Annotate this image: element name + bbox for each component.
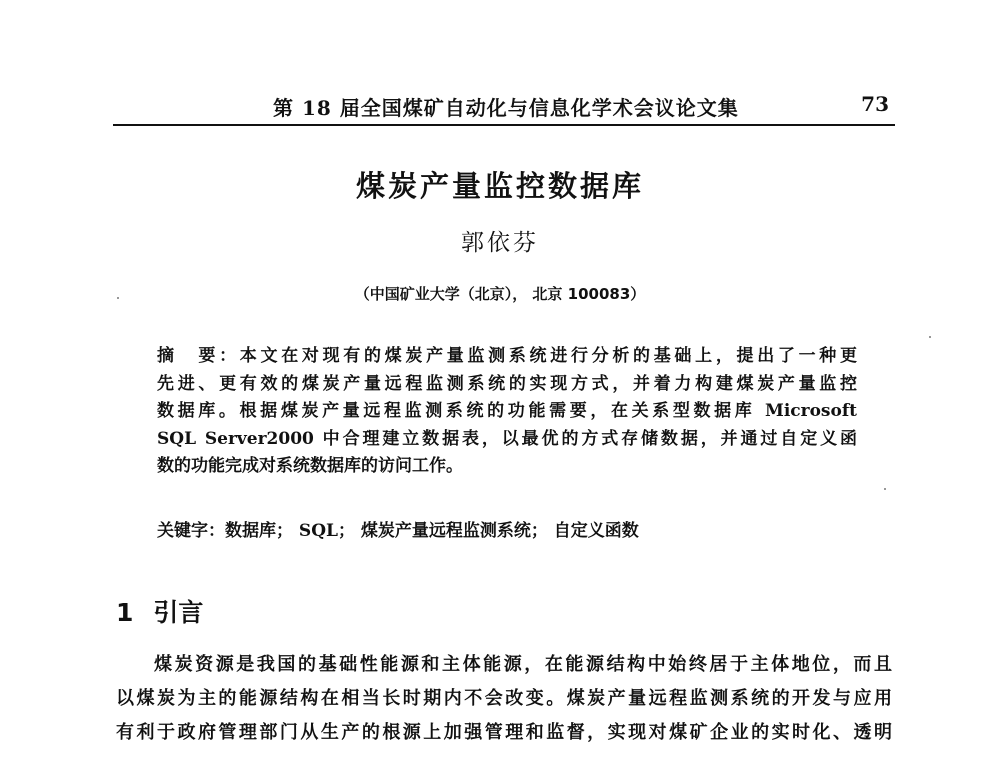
abstract-line: 数的功能完成对系统数据库的访问工作。 bbox=[157, 456, 463, 476]
section-heading bbox=[116, 593, 203, 629]
author-affiliation: （中国矿业大学（北京）， 北京 100083） bbox=[354, 285, 646, 303]
abstract-line: 先进、更有效的煤炭产量远程监测系统的实现方式，并着力构建煤炭产量监控 bbox=[157, 373, 857, 394]
abstract-line: SQL Server2000 中合理建立数据表，以最优的方式存储数据，并通过自定义函 bbox=[157, 428, 857, 449]
abstract-line bbox=[157, 343, 857, 371]
abstract-text: 本文在对现有的煤炭产量监测系统进行分析的基础上，提出了一种更 bbox=[239, 346, 858, 366]
abstract-line: 数据库。根据煤炭产量远程监测系统的功能需要，在关系型数据库 Microsoft bbox=[157, 401, 857, 421]
keywords bbox=[157, 516, 639, 541]
scan-speck bbox=[117, 297, 119, 299]
paragraph-line: 有利于政府管理部门从生产的根源上加强管理和监督，实现对煤矿企业的实时化、透明 bbox=[116, 722, 892, 743]
running-header bbox=[113, 92, 895, 126]
keywords-text: 数据库； SQL； 煤炭产量远程监测系统； 自定义函数 bbox=[225, 521, 639, 541]
section-body bbox=[116, 648, 892, 750]
paper-title: 煤炭产量监控数据库 bbox=[355, 169, 644, 203]
abstract-label: 摘 要： bbox=[157, 346, 240, 366]
author-name: 郭依芬 bbox=[461, 230, 539, 256]
proceedings-title: 第 18 届全国煤矿自动化与信息化学术会议论文集 bbox=[273, 96, 739, 120]
section-title: 引言 bbox=[153, 598, 204, 627]
scan-speck bbox=[929, 336, 931, 338]
section-number: 1 bbox=[116, 598, 134, 627]
paragraph-line: 以煤炭为主的能源结构在相当长时期内不会改变。煤炭产量远程监测系统的开发与应用 bbox=[116, 688, 892, 709]
paragraph-line: 煤炭资源是我国的基础性能源和主体能源，在能源结构中始终居于主体地位，而且 bbox=[154, 654, 892, 675]
page-number: 73 bbox=[861, 92, 889, 116]
keywords-label: 关键字： bbox=[157, 521, 225, 541]
scan-speck bbox=[884, 488, 886, 490]
abstract bbox=[157, 343, 857, 481]
